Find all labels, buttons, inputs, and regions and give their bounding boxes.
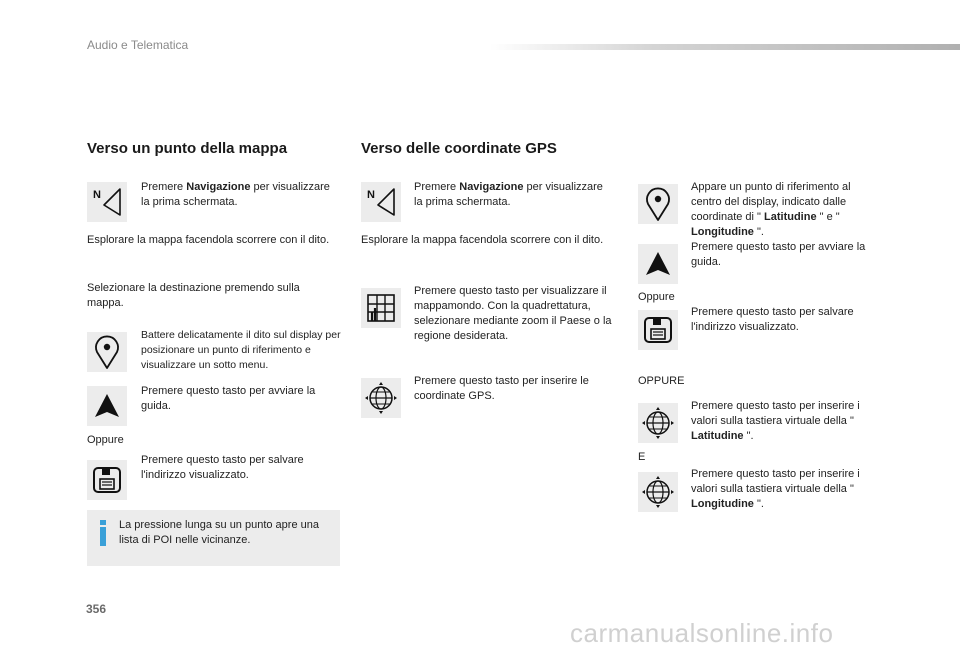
info-icon — [99, 520, 107, 546]
save-icon — [638, 310, 678, 350]
navigation-icon — [361, 182, 401, 222]
globe-icon — [638, 472, 678, 512]
save-text: Premere questo tasto per salvare l'indirizzo visualizzato. — [691, 306, 854, 333]
svg-text:N: N — [93, 189, 101, 201]
save-icon — [87, 460, 127, 500]
map-pin-icon — [87, 332, 127, 372]
map-pin-icon — [638, 184, 678, 224]
nav-instruction: Premere Navigazione per visualizzare la prima schermata. — [141, 181, 330, 208]
oppure-label: Oppure — [638, 291, 675, 303]
ref-point-text: Appare un punto di riferimento al centro del display, indicato dalle coordinate di " Latitudine " e " Longitudine ". — [691, 181, 851, 238]
tap-text: Battere delicatamente il dito sul display per posizionare un punto di riferimento e visualizzare un sotto menu. — [141, 329, 341, 371]
navigation-icon — [87, 182, 127, 222]
svg-text:N: N — [367, 189, 375, 201]
section-title: Audio e Telematica — [87, 38, 189, 52]
e-label: E — [638, 451, 646, 463]
globe-grid-icon — [361, 288, 401, 328]
info-box — [87, 510, 340, 566]
oppure-label: Oppure — [87, 434, 124, 446]
info-text: La pressione lunga su un punto apre una lista di POI nelle vicinanze. — [119, 519, 319, 546]
globe-icon — [638, 403, 678, 443]
latitude-text: Premere questo tasto per inserire i valori sulla tastiera virtuale della " Latitudine ". — [691, 400, 860, 442]
heading-map-point: Verso un punto della mappa — [87, 140, 288, 157]
explore-text: Esplorare la mappa facendola scorrere con il dito. — [87, 234, 330, 246]
explore-text: Esplorare la mappa facendola scorrere con il dito. — [361, 234, 604, 246]
longitude-text: Premere questo tasto per inserire i valori sulla tastiera virtuale della " Longitudine ". — [691, 468, 860, 510]
start-guide-icon — [638, 244, 678, 284]
gps-coordinates-icon — [361, 378, 401, 418]
start-guide-icon — [87, 386, 127, 426]
globe-text: Premere questo tasto per visualizzare il mappamondo. Con la quadrettatura, selezionare mediante zoom il Paese o la regione desiderata. — [414, 285, 612, 342]
start-guide-text: Premere questo tasto per avviare la guida. — [141, 385, 316, 412]
header-bar — [490, 44, 960, 50]
nav-instruction: Premere Navigazione per visualizzare la prima schermata. — [414, 181, 603, 208]
oppure-caps-label: OPPURE — [638, 375, 685, 387]
save-text: Premere questo tasto per salvare l'indirizzo visualizzato. — [141, 454, 304, 481]
heading-gps: Verso delle coordinate GPS — [361, 140, 557, 157]
watermark: carmanualsonline.info — [570, 618, 834, 648]
gps-text: Premere questo tasto per inserire le coordinate GPS. — [414, 375, 589, 402]
select-dest-text: Selezionare la destinazione premendo sulla mappa. — [87, 282, 300, 309]
start-guide-text: Premere questo tasto per avviare la guida. — [691, 241, 866, 268]
page-number: 356 — [86, 602, 107, 616]
